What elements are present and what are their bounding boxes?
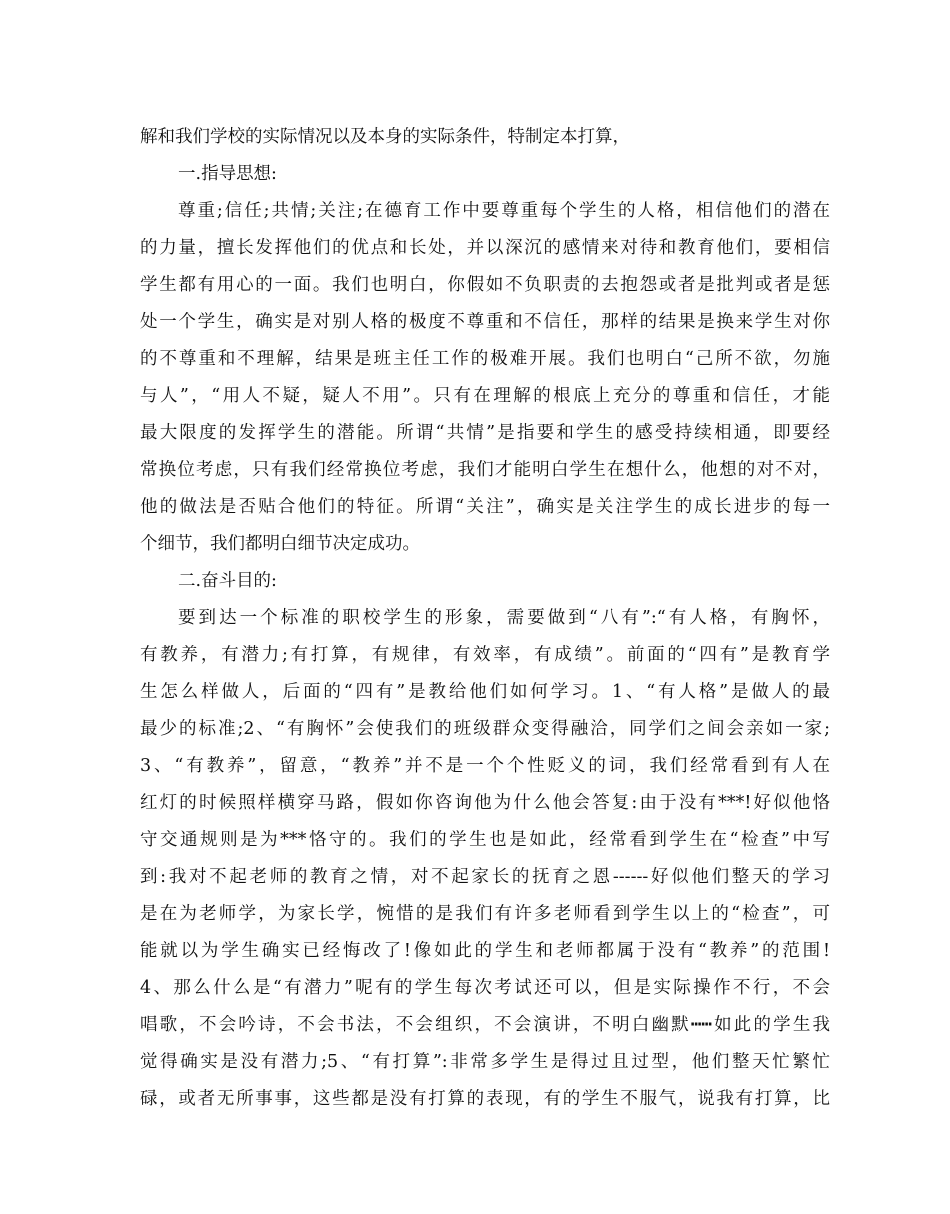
text-line: 尊重;信任;共情;关注;在德育工作中要尊重每个学生的人格，相信他们的潜在	[178, 201, 830, 221]
text-line: 最大限度的发挥学生的潜能。所谓“共情”是指要和学生的感受持续相通，即要经	[140, 423, 830, 443]
text-line: 到:我对不起老师的教育之情，对不起家长的抚育之恩------好似他们整天的学习	[140, 867, 830, 887]
text-line: 是在为老师学，为家长学，惋惜的是我们有许多老师看到学生以上的“检查”，可	[140, 904, 830, 924]
text-line: 生怎么样做人，后面的“四有”是教给他们如何学习。1、“有人格”是做人的最	[140, 682, 830, 702]
text-line: 守交通规则是为***恪守的。我们的学生也是如此，经常看到学生在“检查”中写	[140, 830, 830, 850]
text-line: 4、那么什么是“有潜力”呢有的学生每次考试还可以，但是实际操作不行，不会	[140, 978, 830, 998]
text-line: 最少的标准;2、“有胸怀”会使我们的班级群众变得融洽，同学们之间会亲如一家;	[140, 719, 830, 739]
text-line: 他的做法是否贴合他们的特征。所谓“关注”，确实是关注学生的成长进步的每一	[140, 497, 830, 517]
text-line: 要到达一个标准的职校学生的形象，需要做到“八有”:“有人格，有胸怀，	[178, 608, 830, 628]
text-line: 个细节，我们都明白细节决定成功。	[140, 534, 420, 554]
text-line: 红灯的时候照样横穿马路，假如你咨询他为什么他会答复:由于没有***!好似他恪	[140, 793, 830, 813]
text-line: 唱歌，不会吟诗，不会书法，不会组织，不会演讲，不明白幽默┅┅如此的学生我	[140, 1015, 830, 1035]
section-heading: 二.奋斗目的:	[178, 571, 277, 591]
text-line: 有教养，有潜力;有打算，有规律，有效率，有成绩”。前面的“四有”是教育学	[140, 645, 830, 665]
text-line: 常换位考虑，只有我们经常换位考虑，我们才能明白学生在想什么，他想的对不对，	[140, 460, 830, 480]
text-line: 学生都有用心的一面。我们也明白，你假如不负职责的去抱怨或者是批判或者是惩	[140, 275, 830, 295]
text-line: 碌，或者无所事事，这些都是没有打算的表现，有的学生不服气，说我有打算，比	[140, 1089, 830, 1109]
text-line: 的不尊重和不理解，结果是班主任工作的极难开展。我们也明白“己所不欲，勿施	[140, 349, 830, 369]
text-line: 的力量，擅长发挥他们的优点和长处，并以深沉的感情来对待和教育他们，要相信	[140, 238, 830, 258]
text-line: 能就以为学生确实已经悔改了!像如此的学生和老师都属于没有“教养”的范围!	[140, 941, 830, 961]
text-line: 与人”，“用人不疑，疑人不用”。只有在理解的根底上充分的尊重和信任，才能	[140, 386, 830, 406]
text-line: 处一个学生，确实是对别人格的极度不尊重和不信任，那样的结果是换来学生对你	[140, 312, 830, 332]
text-line: 解和我们学校的实际情况以及本身的实际条件，特制定本打算，	[140, 127, 630, 147]
text-line: 觉得确实是没有潜力;5、“有打算”:非常多学生是得过且过型，他们整天忙繁忙	[140, 1052, 830, 1072]
text-line: 3、“有教养”，留意，“教养”并不是一个个性贬义的词，我们经常看到有人在	[140, 756, 830, 776]
section-heading: 一.指导思想:	[178, 164, 277, 184]
